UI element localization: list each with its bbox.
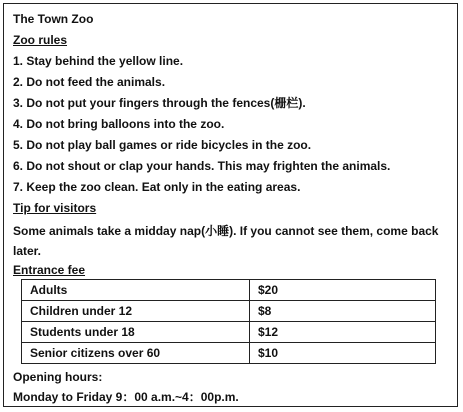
- zoo-rules-heading: Zoo rules: [13, 33, 68, 47]
- rule-item: 4. Do not bring balloons into the zoo.: [13, 117, 225, 131]
- rule-item: 1. Stay behind the yellow line.: [13, 54, 184, 68]
- opening-hours-heading: Opening hours:: [13, 370, 103, 384]
- fee-category: Students under 18: [22, 322, 250, 343]
- tip-text: Some animals take a midday nap(小睡). If you cannot see them, come back later.: [13, 224, 439, 258]
- fee-price: $20: [250, 280, 436, 301]
- fee-price: $8: [250, 301, 436, 322]
- fee-price: $12: [250, 322, 436, 343]
- tip-heading: Tip for visitors: [13, 201, 97, 215]
- notice-title: The Town Zoo: [13, 12, 94, 26]
- table-row: [22, 322, 436, 343]
- entrance-fee-heading: Entrance fee: [13, 263, 86, 277]
- table-row: [22, 301, 436, 322]
- rule-item: 3. Do not put your fingers through the fences(栅栏).: [13, 96, 306, 110]
- entrance-fee-table: [21, 279, 436, 364]
- fee-category: Adults: [22, 280, 250, 301]
- fee-category: Senior citizens over 60: [22, 343, 250, 364]
- rule-item: 5. Do not play ball games or ride bicycles in the zoo.: [13, 138, 312, 152]
- fee-price: $10: [250, 343, 436, 364]
- rule-item: 2. Do not feed the animals.: [13, 75, 166, 89]
- fee-category: Children under 12: [22, 301, 250, 322]
- rule-item: 7. Keep the zoo clean. Eat only in the eating areas.: [13, 180, 301, 194]
- table-row: [22, 280, 436, 301]
- table-row: [22, 343, 436, 364]
- opening-hours-text: Monday to Friday 9：00 a.m.~4：00p.m.: [13, 390, 239, 404]
- rule-item: 6. Do not shout or clap your hands. This may frighten the animals.: [13, 159, 391, 173]
